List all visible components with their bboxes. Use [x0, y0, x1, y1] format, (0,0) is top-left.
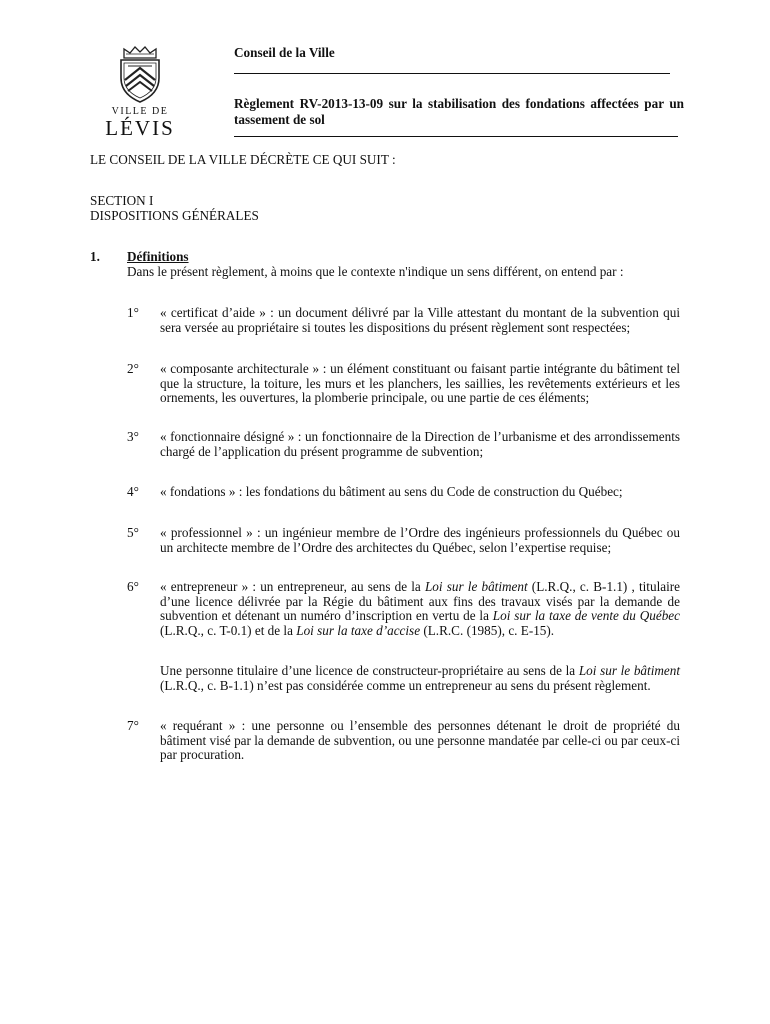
item-number: 6°	[127, 579, 139, 594]
logo-line1: VILLE DE	[111, 106, 169, 117]
item-number: 5°	[127, 525, 139, 540]
regulation-title: Règlement RV-2013-13-09 sur la stabilisation des fondations affectées par un tassement de sol	[234, 96, 684, 127]
document-header	[234, 45, 684, 137]
coat-of-arms-icon	[114, 44, 166, 104]
law-title: Loi sur la taxe d’accise	[296, 622, 421, 638]
header-rule-2	[234, 136, 678, 137]
item-text: « composante architecturale » : un élément constituant ou faisant partie intégrante du bâtiment tel que la structure, la toiture, les murs et les planchers, les saillies, les revêtements extérieurs et les ornements, les ouvertures, la plomberie principale, ou une partie de ces éléments;	[160, 361, 680, 406]
section-number: SECTION I	[90, 193, 154, 208]
definition-note: Une personne titulaire d’une licence de constructeur-propriétaire au sens de la Loi sur le bâtiment (L.R.Q., c. B-1.1) n’est pas considérée comme un entrepreneur au sens du présent règlement.	[160, 663, 680, 693]
section-heading	[90, 193, 259, 223]
council-name: Conseil de la Ville	[234, 45, 335, 60]
item-text: « fondations » : les fondations du bâtiment au sens du Code de construction du Québec;	[160, 484, 623, 499]
logo-line2: LÉVIS	[105, 116, 175, 140]
item-text: « professionnel » : un ingénieur membre de l’Ordre des ingénieurs professionnels du Québec ou un architecte membre de l’Ordre des architectes du Québec, selon l’expertise requise;	[160, 525, 680, 555]
item-number: 7°	[127, 718, 139, 733]
article-heading: Définitions	[127, 249, 189, 264]
item-number: 4°	[127, 484, 139, 499]
item-text: « entrepreneur » : un entrepreneur, au sens de la Loi sur le bâtiment (L.R.Q., c. B-1.1) , titulaire d’une licence délivrée par la Régie du bâtiment aux fins des travaux visés par la demande de subvention et détenant un numéro d’inscription en vertu de la Loi sur la taxe de vente du Québec (L.R.Q., c. T-0.1) et de la Loi sur la taxe d’accise (L.R.C. (1985), c. E-15).	[160, 579, 680, 638]
law-title: Loi sur la taxe de vente du Québec	[492, 608, 680, 624]
article-number: 1.	[90, 249, 100, 264]
item-text: « certificat d’aide » : un document délivré par la Ville attestant du montant de la subvention qui sera versée au propriétaire si toutes les dispositions du présent règlement sont respectées;	[160, 305, 680, 335]
law-title: Loi sur le bâtiment	[578, 663, 680, 678]
item-text: « requérant » : une personne ou l’ensemble des personnes détenant le droit de propriété du bâtiment visé par la demande de subvention, ou une personne mandatée par celle-ci ou par ceux-ci par procuration.	[160, 718, 680, 763]
header-rule	[234, 73, 670, 74]
article-intro: Dans le présent règlement, à moins que le contexte n'indique un sens différent, on entend par :	[127, 263, 624, 279]
enacting-clause: LE CONSEIL DE LA VILLE DÉCRÈTE CE QUI SUIT :	[90, 152, 396, 167]
section-title: DISPOSITIONS GÉNÉRALES	[90, 208, 259, 223]
item-number: 1°	[127, 305, 139, 320]
item-number: 2°	[127, 361, 139, 376]
item-number: 3°	[127, 429, 139, 444]
item-text: « fonctionnaire désigné » : un fonctionnaire de la Direction de l’urbanisme et des arrondissements chargé de l’application du présent programme de subvention;	[160, 429, 680, 459]
law-title: Loi sur le bâtiment	[424, 579, 528, 594]
city-logo	[98, 44, 182, 140]
